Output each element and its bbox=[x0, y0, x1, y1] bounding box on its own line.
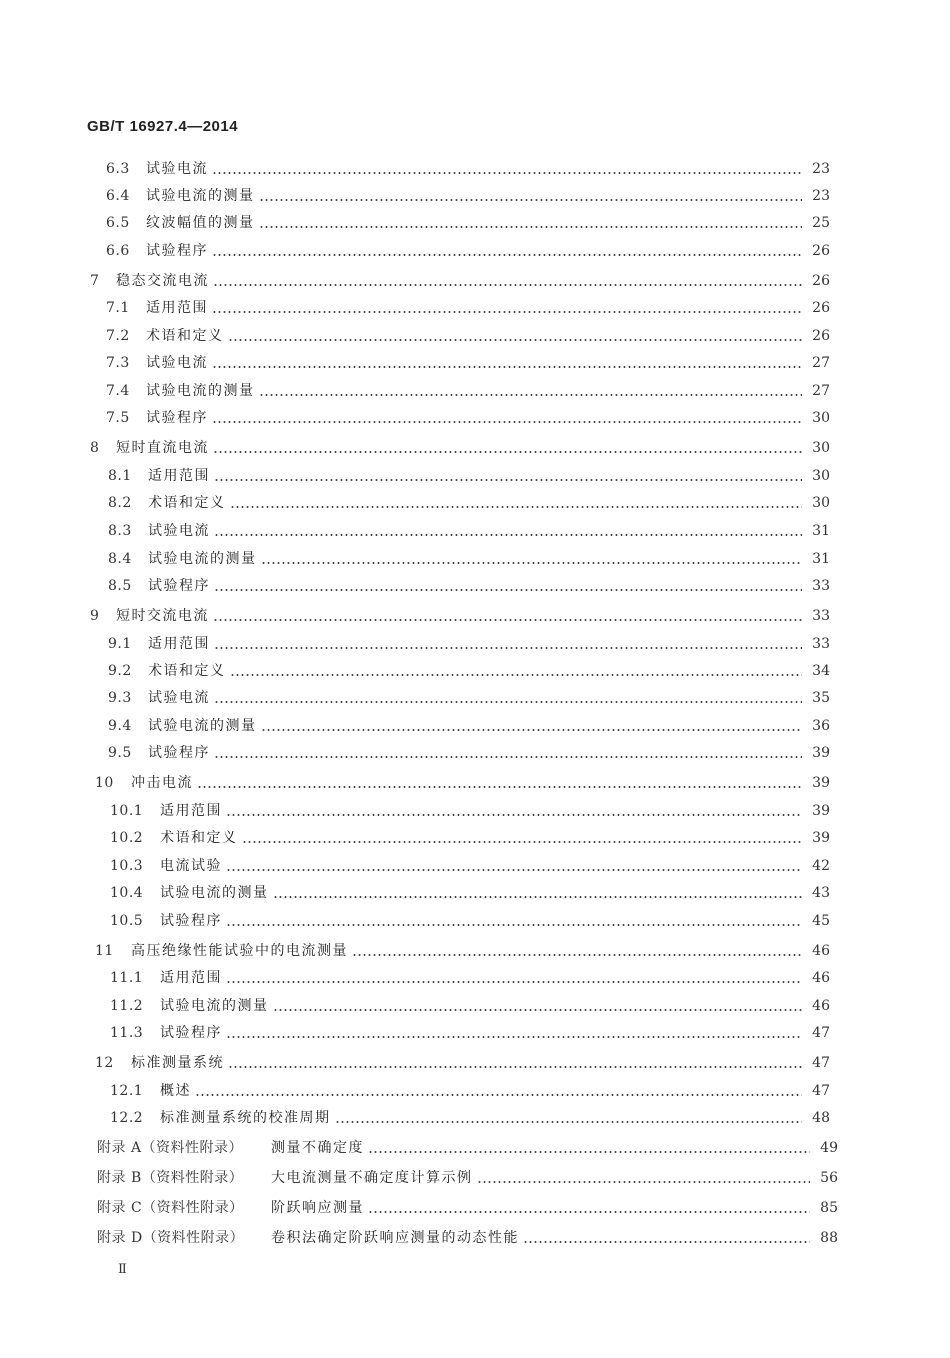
dot-leader bbox=[214, 589, 802, 591]
toc-title: 适用范围 bbox=[160, 803, 222, 819]
dot-leader bbox=[228, 1066, 802, 1068]
toc-section-entry[interactable] bbox=[108, 546, 830, 568]
toc-number: 11.2 bbox=[110, 998, 144, 1014]
toc-title: 试验程序 bbox=[160, 1025, 222, 1041]
toc-appendix-entry[interactable] bbox=[97, 1195, 838, 1217]
toc-title: 稳态交流电流 bbox=[116, 273, 209, 289]
dot-leader bbox=[259, 199, 803, 201]
toc-number: 8.2 bbox=[108, 495, 132, 511]
dot-leader bbox=[261, 562, 803, 564]
toc-page-number: 23 bbox=[812, 188, 830, 204]
toc-number: 6.3 bbox=[106, 161, 130, 177]
toc-section-entry[interactable] bbox=[106, 183, 830, 205]
toc-section-entry[interactable] bbox=[108, 658, 830, 680]
document-code: GB/T 16927.4—2014 bbox=[87, 118, 239, 135]
toc-number: 9 bbox=[90, 608, 100, 624]
toc-number: 12.1 bbox=[110, 1083, 144, 1099]
toc-page-number: 42 bbox=[812, 858, 830, 874]
toc-title: 高压绝缘性能试验中的电流测量 bbox=[131, 943, 348, 959]
toc-title: 冲击电流 bbox=[131, 775, 193, 791]
toc-section-entry[interactable] bbox=[108, 463, 830, 485]
toc-section-entry[interactable] bbox=[110, 1020, 830, 1042]
toc-title: 短时直流电流 bbox=[116, 440, 209, 456]
toc-title: 大电流测量不确定度计算示例 bbox=[271, 1170, 473, 1186]
dot-leader bbox=[368, 1151, 810, 1153]
toc-title: 适用范围 bbox=[146, 300, 208, 316]
toc-page-number: 47 bbox=[812, 1055, 830, 1071]
toc-title: 试验程序 bbox=[160, 913, 222, 929]
toc-number: 6.5 bbox=[106, 215, 130, 231]
dot-leader bbox=[212, 172, 802, 174]
toc-number: 11 bbox=[95, 943, 114, 959]
toc-title: 试验电流的测量 bbox=[148, 551, 257, 567]
toc-page-number: 48 bbox=[812, 1110, 830, 1126]
toc-chapter-entry[interactable] bbox=[90, 435, 830, 457]
dot-leader bbox=[226, 1036, 802, 1038]
toc-page-number: 30 bbox=[812, 468, 830, 484]
toc-title: 短时交流电流 bbox=[116, 608, 209, 624]
toc-number: 附录 C（资料性附录） bbox=[97, 1200, 244, 1216]
dot-leader bbox=[368, 1211, 810, 1213]
toc-number: 8.5 bbox=[108, 578, 132, 594]
dot-leader bbox=[230, 674, 803, 676]
toc-page-number: 26 bbox=[812, 243, 830, 259]
toc-page-number: 39 bbox=[812, 775, 830, 791]
toc-title: 标准测量系统 bbox=[131, 1055, 224, 1071]
toc-appendix-entry[interactable] bbox=[97, 1135, 838, 1157]
toc-section-entry[interactable] bbox=[106, 405, 830, 427]
toc-page-number: 31 bbox=[812, 551, 830, 567]
toc-title: 卷积法确定阶跃响应测量的动态性能 bbox=[271, 1230, 519, 1246]
toc-appendix-entry[interactable] bbox=[97, 1165, 838, 1187]
dot-leader bbox=[228, 339, 803, 341]
toc-page-number: 33 bbox=[812, 636, 830, 652]
toc-number: 附录 B（资料性附录） bbox=[97, 1170, 244, 1186]
toc-number: 10.5 bbox=[110, 913, 144, 929]
toc-appendix-entry[interactable] bbox=[97, 1225, 838, 1247]
toc-page-number: 47 bbox=[812, 1083, 830, 1099]
dot-leader bbox=[212, 254, 802, 256]
toc-number: 7.5 bbox=[106, 410, 130, 426]
toc-number: 10.1 bbox=[110, 803, 144, 819]
dot-leader bbox=[226, 924, 802, 926]
toc-section-entry[interactable] bbox=[106, 238, 830, 260]
toc-title: 试验程序 bbox=[148, 578, 210, 594]
toc-page-number: 36 bbox=[812, 718, 830, 734]
dot-leader bbox=[214, 479, 802, 481]
toc-chapter-entry[interactable] bbox=[90, 603, 830, 625]
toc-section-entry[interactable] bbox=[108, 518, 830, 540]
toc-page-number: 56 bbox=[820, 1170, 838, 1186]
toc-section-entry[interactable] bbox=[110, 908, 830, 930]
toc-page-number: 46 bbox=[812, 970, 830, 986]
dot-leader bbox=[477, 1181, 811, 1183]
toc-page-number: 35 bbox=[812, 690, 830, 706]
dot-leader bbox=[226, 814, 802, 816]
toc-page-number: 39 bbox=[812, 803, 830, 819]
toc-page-number: 30 bbox=[812, 410, 830, 426]
dot-leader bbox=[212, 366, 802, 368]
toc-page-number: 49 bbox=[820, 1140, 838, 1156]
toc-title: 测量不确定度 bbox=[271, 1140, 364, 1156]
toc-page-number: 47 bbox=[812, 1025, 830, 1041]
dot-leader bbox=[212, 311, 802, 313]
dot-leader bbox=[259, 394, 803, 396]
toc-section-entry[interactable] bbox=[106, 295, 830, 317]
dot-leader bbox=[261, 729, 803, 731]
toc-title: 纹波幅值的测量 bbox=[146, 215, 255, 231]
toc-title: 试验电流 bbox=[146, 161, 208, 177]
toc-section-entry[interactable] bbox=[106, 378, 830, 400]
toc-title: 适用范围 bbox=[148, 468, 210, 484]
toc-section-entry[interactable] bbox=[110, 798, 830, 820]
dot-leader bbox=[230, 506, 803, 508]
toc-number: 11.3 bbox=[110, 1025, 144, 1041]
toc-section-entry[interactable] bbox=[108, 713, 830, 735]
toc-title: 试验电流的测量 bbox=[146, 188, 255, 204]
toc-number: 11.1 bbox=[110, 970, 144, 986]
toc-section-entry[interactable] bbox=[108, 490, 830, 512]
toc-number: 12.2 bbox=[110, 1110, 144, 1126]
toc-section-entry[interactable] bbox=[110, 1105, 830, 1127]
toc-section-entry[interactable] bbox=[110, 965, 830, 987]
toc-section-entry[interactable] bbox=[110, 993, 830, 1015]
toc-title: 阶跃响应测量 bbox=[271, 1200, 364, 1216]
toc-number: 9.5 bbox=[108, 745, 132, 761]
toc-title: 试验程序 bbox=[146, 410, 208, 426]
dot-leader bbox=[197, 786, 802, 788]
toc-chapter-entry[interactable] bbox=[95, 1050, 830, 1072]
toc-section-entry[interactable] bbox=[108, 631, 830, 653]
toc-number: 10 bbox=[95, 775, 114, 791]
toc-page-number: 88 bbox=[820, 1230, 838, 1246]
toc-title: 术语和定义 bbox=[160, 830, 238, 846]
toc-number: 6.6 bbox=[106, 243, 130, 259]
toc-section-entry[interactable] bbox=[106, 210, 830, 232]
dot-leader bbox=[214, 534, 802, 536]
toc-number: 10.4 bbox=[110, 885, 144, 901]
toc-page-number: 25 bbox=[812, 215, 830, 231]
toc-section-entry[interactable] bbox=[108, 740, 830, 762]
toc-number: 8.4 bbox=[108, 551, 132, 567]
toc-number: 7.3 bbox=[106, 355, 130, 371]
dot-leader bbox=[195, 1094, 802, 1096]
toc-number: 9.3 bbox=[108, 690, 132, 706]
toc-page-number: 23 bbox=[812, 161, 830, 177]
toc-title: 适用范围 bbox=[160, 970, 222, 986]
toc-title: 术语和定义 bbox=[148, 495, 226, 511]
toc-title: 试验程序 bbox=[148, 745, 210, 761]
toc-number: 8.1 bbox=[108, 468, 132, 484]
toc-title: 试验电流的测量 bbox=[146, 383, 255, 399]
dot-leader bbox=[523, 1241, 810, 1243]
toc-title: 试验电流的测量 bbox=[160, 885, 269, 901]
toc-number: 9.2 bbox=[108, 663, 132, 679]
toc-page-number: 85 bbox=[820, 1200, 838, 1216]
dot-leader bbox=[214, 647, 802, 649]
toc-number: 8.3 bbox=[108, 523, 132, 539]
toc-section-entry[interactable] bbox=[110, 880, 830, 902]
dot-leader bbox=[242, 841, 803, 843]
toc-page-number: 39 bbox=[812, 745, 830, 761]
toc-number: 9.1 bbox=[108, 636, 132, 652]
dot-leader bbox=[226, 981, 802, 983]
toc-number: 9.4 bbox=[108, 718, 132, 734]
toc-page-number: 26 bbox=[812, 328, 830, 344]
toc-section-entry[interactable] bbox=[108, 685, 830, 707]
toc-number: 7.2 bbox=[106, 328, 130, 344]
toc-page-number: 26 bbox=[812, 273, 830, 289]
toc-chapter-entry[interactable] bbox=[95, 770, 830, 792]
toc-title: 试验电流 bbox=[146, 355, 208, 371]
toc-title: 试验电流 bbox=[148, 523, 210, 539]
toc-title: 试验程序 bbox=[146, 243, 208, 259]
toc-title: 标准测量系统的校准周期 bbox=[160, 1110, 331, 1126]
toc-page-number: 27 bbox=[812, 355, 830, 371]
toc-page-number: 45 bbox=[812, 913, 830, 929]
dot-leader bbox=[273, 896, 803, 898]
dot-leader bbox=[214, 701, 802, 703]
toc-page-number: 26 bbox=[812, 300, 830, 316]
toc-section-entry[interactable] bbox=[110, 853, 830, 875]
toc-page-number: 34 bbox=[812, 663, 830, 679]
toc-number: 6.4 bbox=[106, 188, 130, 204]
toc-title: 试验电流的测量 bbox=[148, 718, 257, 734]
toc-number: 7.4 bbox=[106, 383, 130, 399]
toc-number: 10.2 bbox=[110, 830, 144, 846]
toc-title: 术语和定义 bbox=[146, 328, 224, 344]
toc-page-number: 27 bbox=[812, 383, 830, 399]
toc-section-entry[interactable] bbox=[110, 825, 830, 847]
dot-leader bbox=[213, 619, 802, 621]
dot-leader bbox=[352, 954, 802, 956]
dot-leader bbox=[273, 1009, 803, 1011]
toc-section-entry[interactable] bbox=[106, 323, 830, 345]
toc-page-number: 31 bbox=[812, 523, 830, 539]
toc-title: 术语和定义 bbox=[148, 663, 226, 679]
toc-chapter-entry[interactable] bbox=[95, 938, 830, 960]
dot-leader bbox=[213, 451, 802, 453]
toc-section-entry[interactable] bbox=[110, 1078, 830, 1100]
dot-leader bbox=[213, 284, 802, 286]
toc-page-number: 43 bbox=[812, 885, 830, 901]
toc-title: 试验电流的测量 bbox=[160, 998, 269, 1014]
toc-title: 概述 bbox=[160, 1083, 191, 1099]
toc-number: 7.1 bbox=[106, 300, 130, 316]
toc-page-number: 33 bbox=[812, 578, 830, 594]
dot-leader bbox=[259, 226, 803, 228]
toc-page-number: 46 bbox=[812, 943, 830, 959]
toc-section-entry[interactable] bbox=[108, 573, 830, 595]
toc-number: 7 bbox=[90, 273, 100, 289]
toc-page-number: 46 bbox=[812, 998, 830, 1014]
toc-title: 电流试验 bbox=[160, 858, 222, 874]
dot-leader bbox=[226, 869, 802, 871]
toc-title: 适用范围 bbox=[148, 636, 210, 652]
toc-page-number: 39 bbox=[812, 830, 830, 846]
toc-section-entry[interactable] bbox=[106, 350, 830, 372]
toc-number: 12 bbox=[95, 1055, 114, 1071]
toc-section-entry[interactable] bbox=[106, 156, 830, 178]
toc-number: 附录 A（资料性附录） bbox=[97, 1140, 244, 1156]
toc-page-number: 30 bbox=[812, 440, 830, 456]
page-folio: Ⅱ bbox=[118, 1262, 127, 1277]
toc-page-number: 33 bbox=[812, 608, 830, 624]
toc-title: 试验电流 bbox=[148, 690, 210, 706]
toc-number: 10.3 bbox=[110, 858, 144, 874]
toc-page-number: 30 bbox=[812, 495, 830, 511]
toc-number: 8 bbox=[90, 440, 100, 456]
dot-leader bbox=[212, 421, 802, 423]
toc-number: 附录 D（资料性附录） bbox=[97, 1230, 245, 1246]
dot-leader bbox=[335, 1121, 803, 1123]
dot-leader bbox=[214, 756, 802, 758]
toc-chapter-entry[interactable] bbox=[90, 268, 830, 290]
